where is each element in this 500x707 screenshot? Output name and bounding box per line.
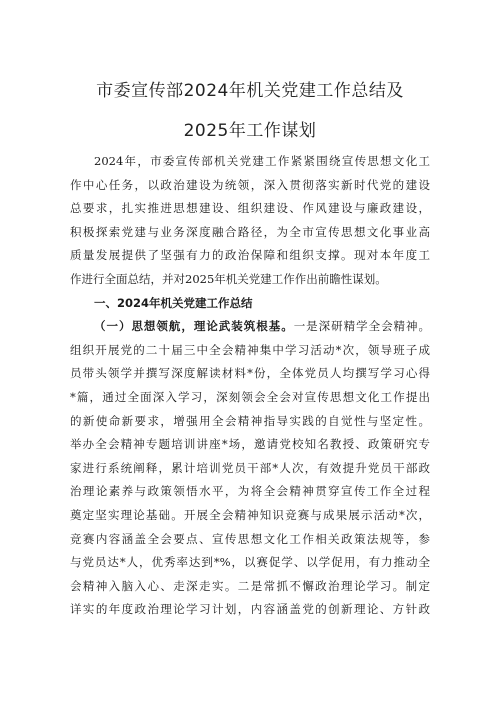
document-body: [70, 150, 430, 622]
body-line: 举办全会精神专题培训讲座*场，邀请党校知名教授、政策研究专: [70, 437, 430, 452]
document-title-line-2: 2025年工作谋划: [183, 121, 317, 141]
body-line: 组织开展党的二十届三中全会精神集中学习活动*次，领导班子成: [70, 342, 430, 357]
subsection-heading: （一）思想领航，理论武装筑根基。: [94, 319, 294, 334]
subsection-text: 一是深研精学全会精神。: [293, 319, 430, 334]
intro-line: 质量发展提供了坚强有力的政治保障和组织支撑。现对本年度工: [70, 248, 430, 263]
body-line: 的新使命新要求，增强用全会精神指导实践的自觉性与坚定性。: [70, 413, 430, 428]
body-line: *篇，通过全面深入学习，深刻领会全会对宣传思想文化工作提出: [70, 389, 430, 404]
intro-line: 2024年，市委宣传部机关党建工作紧紧围绕宣传思想文化工: [94, 154, 430, 168]
body-line: 详实的年度政治理论学习计划，内容涵盖党的创新理论、方针政: [70, 602, 430, 617]
document-title-line-1: 市委宣传部2024年机关党建工作总结及: [96, 81, 404, 101]
section-heading: 一、2024年机关党建工作总结: [94, 295, 253, 310]
intro-line: 作中心任务，以政治建设为统领，深入贯彻落实新时代党的建设: [70, 177, 430, 192]
body-line: 奠定坚实理论基础。开展全会精神知识竞赛与成果展示活动*次，: [70, 507, 430, 522]
subsection-first-line: [70, 315, 430, 339]
body-line: 竞赛内容涵盖全会要点、宣传思想文化工作相关政策法规等，参: [70, 531, 430, 546]
body-line: 员带头领学并撰写深度解读材料*份，全体党员人均撰写学习心得: [70, 366, 430, 381]
body-line: 家进行系统阐释，累计培训党员干部*人次，有效提升党员干部政: [70, 460, 430, 475]
body-line: 治理论素养与政策领悟水平，为将全会精神贯穿宣传工作全过程: [70, 484, 430, 499]
intro-line: 作进行全面总结，并对2025年机关党建工作作出前瞻性谋划。: [70, 271, 387, 286]
intro-line: 总要求，扎实推进思想建设、组织建设、作风建设与廉政建设，: [70, 201, 430, 216]
body-line: 与党员达*人，优秀率达到*%，以赛促学、以学促用，有力推动全: [70, 555, 430, 570]
body-line: 会精神入脑入心、走深走实。二是常抓不懈政治理论学习。制定: [70, 578, 430, 593]
intro-line: 积极探索党建与业务深度融合路径，为全市宣传思想文化事业高: [70, 224, 430, 239]
